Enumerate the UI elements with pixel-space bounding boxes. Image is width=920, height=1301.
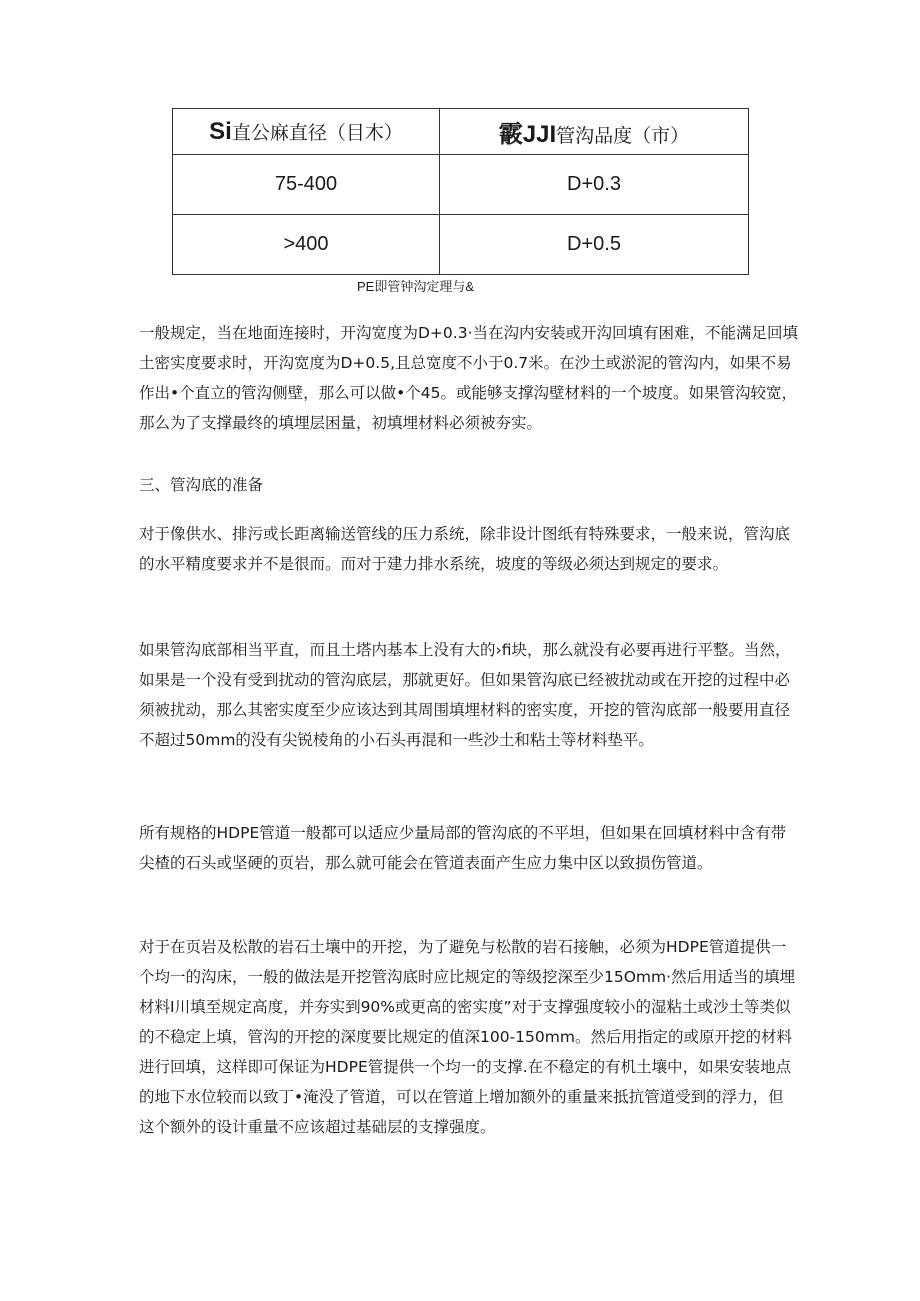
paragraph-bottom-leveling: 如果管沟底部相当平直，而且土塔内基本上没有大的›fi块，那么就没有必要再进行平整。当然，如果是一个没有受到扰动的管沟底层，那就更好。但如果管沟底已经被扰动或在开挖的过程中必须被扰动，那么其密实度至少应该达到其周围填埋材料的密实度，开挖的管沟底部一般要用直径不超过50mm的没有尖锐棱角的小石头再混和一些沙土和粘土等材料垫平。 [139,641,791,749]
table-caption: PE即管钟沟定理与& [357,279,475,294]
trench-width-table [172,108,749,275]
header-col2-prefix: 霰JJI [498,121,557,148]
header-col1-text: 直公麻直径（目木） [231,122,403,144]
paragraph-rock-soil: 对于在页岩及松散的岩石土壤中的开挖，为了避免与松散的岩石接触，必须为HDPE管道提供一个均一的沟床，一般的做法是开挖管沟底时应比规定的等级挖深至少15Omm·然后用适当的填埋材料I川填至规定高度，并夯实到90%或更高的密实度”对于支撑强度较小的湿粘土或沙土等类似的不稳定上填，管沟的开挖的深度要比规定的值深100-150mm。然后用指定的或原开挖的材料进行回填，这样即可保证为HDPE管提供一个均一的支撑.在不稳定的有机土壤中，如果安装地点的地下水位较而以致丁•淹没了管道，可以在管道上增加额外的重量来抵抗管道受到的浮力，但这个额外的设计重量不应该超过基础层的支撑强度。 [139,938,796,1136]
table-row [173,215,749,275]
header-col1-prefix: Si [209,117,232,145]
paragraph-bottom-precision: 对于像供水、排污或长距离输送管线的压力系统，除非设计图纸有特殊要求，一般来说，管沟底的水平精度要求并不是很而。而对于建力排水系统，坡度的等级必须达到规定的要求。 [139,525,791,573]
cell-width: D+0.3 [440,155,749,215]
header-trench-width [440,109,749,155]
section-heading: 三、管沟底的准备 [139,476,264,494]
paragraph-trench-width: 一般规定，当在地面连接时，开沟宽度为D+0.3·当在沟内安装或开沟回填有困难，不能满足回填土密实度要求时，开沟宽度为D+0.5,且总宽度不小于0.7米。在沙土或淤泥的管沟内，如果不易作出•个直立的管沟侧壁，那么可以做•个45。或能够支撑沟壁材料的一个坡度。如果管沟较宽，那么为了支撑最终的填埋层困量，初填埋材料必须被夯实。 [139,324,799,432]
paragraph-uneven-bottom: 所有规格的HDPE管道一般都可以适应少量局部的管沟底的不平坦，但如果在回填材料中含有带尖楂的石头或坚硬的页岩，那么就可能会在管道表面产生应力集中区以致损伤管道。 [139,824,787,872]
cell-width: D+0.5 [440,215,749,275]
header-pipe-diameter [173,109,440,155]
header-col2-text: 管沟品度（市） [556,126,690,147]
cell-diameter: 75-400 [173,155,440,215]
table-header-row [173,109,749,155]
table-row [173,155,749,215]
cell-diameter: >400 [173,215,440,275]
